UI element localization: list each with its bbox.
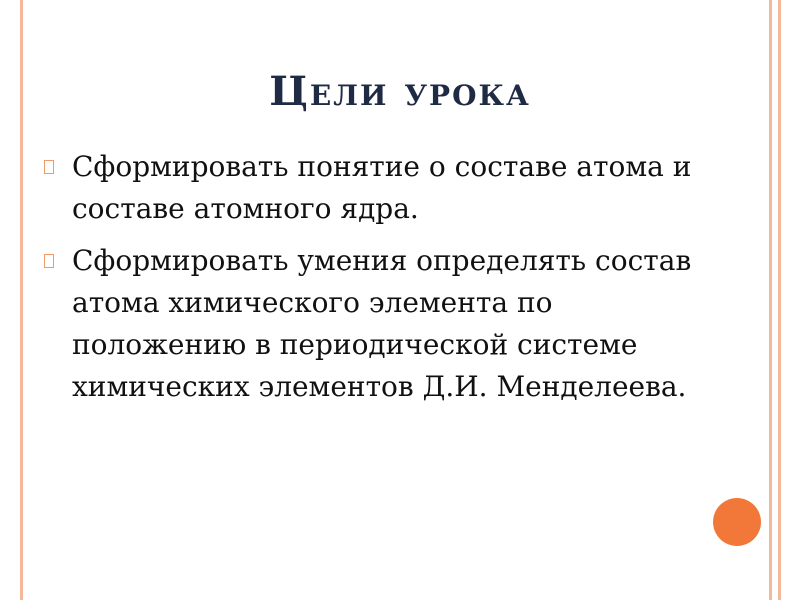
bullet-marker-icon (44, 160, 54, 174)
bullet-item (44, 240, 724, 408)
bullet-text: Сформировать понятие о составе атома и составе атомного ядра. (72, 150, 692, 225)
decorative-circle-icon (713, 498, 761, 546)
bullet-marker-icon (44, 254, 54, 268)
bullet-text: Сформировать умения определять состав атома химического элемента по положению в периодической системе химических элементов Д.И. Менделеева. (72, 244, 692, 403)
bullet-list (44, 146, 724, 418)
slide-title: Цели урока (269, 68, 531, 115)
bullet-item (44, 146, 724, 230)
